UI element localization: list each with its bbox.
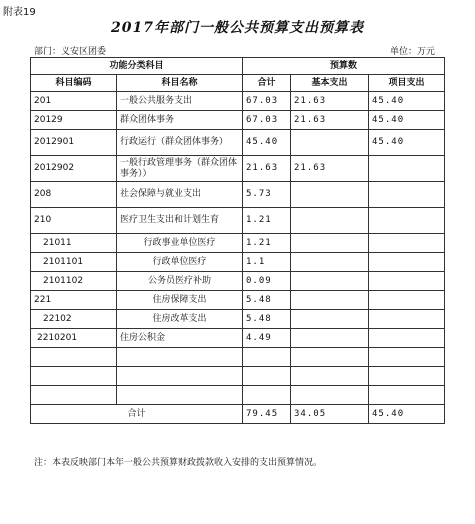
- row-code: 2101101: [31, 253, 117, 272]
- row-name: 一般行政管理事务（群众团体事务））: [117, 156, 243, 182]
- table-row: [31, 272, 445, 291]
- row-total: 5.48: [243, 310, 291, 329]
- row-code: 2012901: [31, 130, 117, 156]
- header-total: 合计: [243, 75, 291, 92]
- row-code: 21011: [31, 234, 117, 253]
- table-row: [31, 156, 445, 182]
- row-project: [369, 272, 445, 291]
- header-name: 科目名称: [117, 75, 243, 92]
- row-name: 一般公共服务支出: [117, 92, 243, 111]
- table-row: [31, 92, 445, 111]
- table-row: [31, 182, 445, 208]
- row-code: 22102: [31, 310, 117, 329]
- row-code: 221: [31, 291, 117, 310]
- row-basic: [291, 208, 369, 234]
- header-function-group: 功能分类科目: [31, 58, 243, 75]
- row-project: 45.40: [369, 111, 445, 130]
- budget-table: [30, 57, 445, 424]
- row-code: 20129: [31, 111, 117, 130]
- row-project: [369, 310, 445, 329]
- row-project: [369, 329, 445, 348]
- row-basic: [291, 182, 369, 208]
- row-total: 45.40: [243, 130, 291, 156]
- row-project: 45.40: [369, 130, 445, 156]
- row-basic: 21.63: [291, 92, 369, 111]
- row-total: 5.73: [243, 182, 291, 208]
- empty-row: [31, 348, 445, 367]
- row-project: [369, 156, 445, 182]
- unit-label: 单位：万元: [389, 47, 435, 57]
- row-total: 21.63: [243, 156, 291, 182]
- row-name: 公务员医疗补助: [117, 272, 243, 291]
- department-label: 部门：义安区团委: [34, 47, 107, 57]
- table-title: 2017年部门一般公共预算支出预算表: [111, 20, 364, 36]
- row-code: 201: [31, 92, 117, 111]
- row-name: 行政单位医疗: [117, 253, 243, 272]
- row-total: 1.21: [243, 208, 291, 234]
- row-name: 社会保障与就业支出: [117, 182, 243, 208]
- attachment-label: 附表19: [3, 7, 36, 18]
- row-name: 行政运行（群众团体事务）: [117, 130, 243, 156]
- footnote: 注：本表反映部门本年一般公共预算财政拨款收入安排的支出预算情况。: [34, 458, 323, 468]
- row-project: 45.40: [369, 92, 445, 111]
- table-row: [31, 253, 445, 272]
- row-basic: 21.63: [291, 156, 369, 182]
- header-basic: 基本支出: [291, 75, 369, 92]
- empty-row: [31, 386, 445, 405]
- table-row: [31, 329, 445, 348]
- row-project: [369, 182, 445, 208]
- row-code: 210: [31, 208, 117, 234]
- row-project: [369, 291, 445, 310]
- row-code: 208: [31, 182, 117, 208]
- header-project: 项目支出: [369, 75, 445, 92]
- table-row: [31, 130, 445, 156]
- row-code: 2210201: [31, 329, 117, 348]
- row-total: 1.1: [243, 253, 291, 272]
- table-row: [31, 234, 445, 253]
- row-code: 2012902: [31, 156, 117, 182]
- row-basic: 21.63: [291, 111, 369, 130]
- table-row: [31, 111, 445, 130]
- row-name: 群众团体事务: [117, 111, 243, 130]
- row-total: 67.03: [243, 92, 291, 111]
- total-basic: 34.05: [291, 405, 369, 424]
- total-project: 45.40: [369, 405, 445, 424]
- table-row: [31, 310, 445, 329]
- row-name: 住房保障支出: [117, 291, 243, 310]
- total-label: 合计: [31, 405, 243, 424]
- row-total: 5.48: [243, 291, 291, 310]
- row-basic: [291, 310, 369, 329]
- row-basic: [291, 291, 369, 310]
- row-total: 67.03: [243, 111, 291, 130]
- header-code: 科目编码: [31, 75, 117, 92]
- row-name: 行政事业单位医疗: [117, 234, 243, 253]
- row-name: 住房改革支出: [117, 310, 243, 329]
- row-basic: [291, 234, 369, 253]
- row-name: 住房公积金: [117, 329, 243, 348]
- row-code: 2101102: [31, 272, 117, 291]
- row-project: [369, 208, 445, 234]
- row-total: 0.09: [243, 272, 291, 291]
- table-row: [31, 291, 445, 310]
- total-total: 79.45: [243, 405, 291, 424]
- total-row: [31, 405, 445, 424]
- header-budget-group: 预算数: [243, 58, 445, 75]
- row-basic: [291, 329, 369, 348]
- row-basic: [291, 130, 369, 156]
- row-total: 4.49: [243, 329, 291, 348]
- table-row: [31, 208, 445, 234]
- row-basic: [291, 272, 369, 291]
- row-project: [369, 234, 445, 253]
- row-basic: [291, 253, 369, 272]
- row-name: 医疗卫生支出和计划生育: [117, 208, 243, 234]
- row-project: [369, 253, 445, 272]
- empty-row: [31, 367, 445, 386]
- row-total: 1.21: [243, 234, 291, 253]
